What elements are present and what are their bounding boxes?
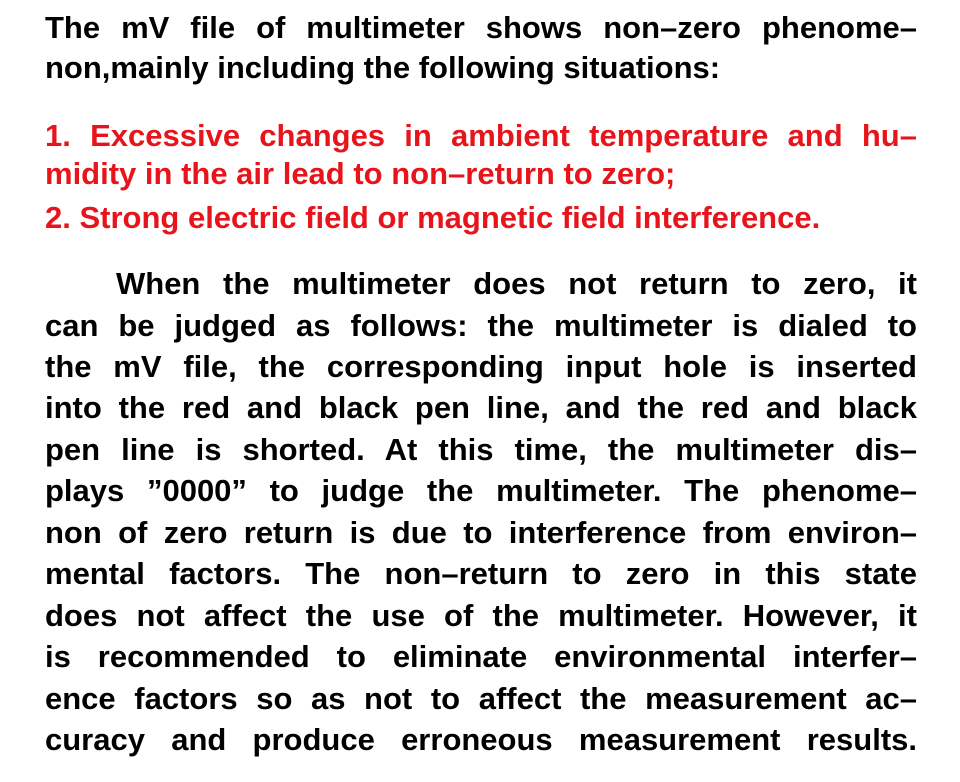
- body-line-3: the mV file, the corresponding input hole is inserted: [45, 349, 917, 384]
- body-line-2: can be judged as follows: the multimeter is dialed to: [45, 308, 917, 343]
- body-line-9: does not affect the use of the multimeter. However, it: [45, 598, 917, 633]
- intro-line-1: The mV file of multimeter shows non–zero phenome–: [45, 10, 917, 45]
- situation-line-2: midity in the air lead to non–return to zero;: [45, 156, 676, 191]
- intro-line-2: non,mainly including the following situations:: [45, 50, 721, 85]
- body-line-10: is recommended to eliminate environmental interfer–: [45, 639, 917, 674]
- situation-line-1: 1. Excessive changes in ambient temperature and hu–: [45, 118, 917, 153]
- situation-line-3: 2. Strong electric field or magnetic field interference.: [45, 200, 821, 235]
- body-line-4: into the red and black pen line, and the red and black: [45, 390, 917, 425]
- body-line-12: curacy and produce erroneous measurement results.: [45, 722, 917, 757]
- body-line-6: plays ”0000” to judge the multimeter. The phenome–: [45, 473, 917, 508]
- body-line-11: ence factors so as not to affect the measurement ac–: [45, 681, 917, 716]
- body-line-7: non of zero return is due to interference from environ–: [45, 515, 917, 550]
- body-line-1: When the multimeter does not return to zero, it: [116, 266, 917, 301]
- body-line-5: pen line is shorted. At this time, the multimeter dis–: [45, 432, 917, 467]
- body-line-8: mental factors. The non–return to zero in this state: [45, 556, 917, 591]
